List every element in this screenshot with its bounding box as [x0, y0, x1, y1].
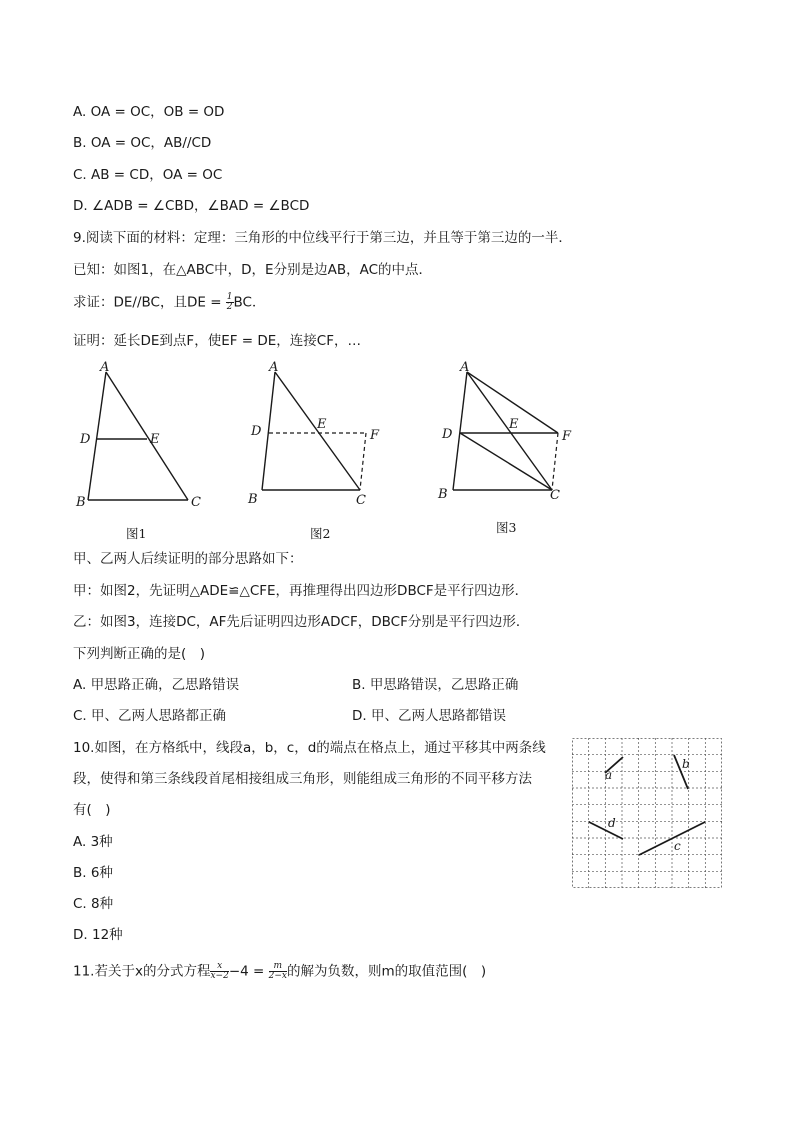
q9-figure-1-caption: 图1: [126, 526, 147, 541]
q11-middle: −4 =: [228, 963, 269, 980]
label-c: C: [356, 493, 366, 508]
q9-intro: 甲、乙两人后续证明的部分思路如下：: [73, 551, 303, 567]
q10-option-d: D. 12种: [73, 927, 123, 943]
q9-option-d: D. 甲、乙两人思路都错误: [352, 708, 506, 724]
q11-fraction-2: [269, 962, 287, 981]
q9-stem: 9.阅读下面的材料：定理：三角形的中位线平行于第三边，并且等于第三边的一半．: [73, 230, 572, 246]
q11-prefix: 11.若关于x的分式方程: [73, 963, 211, 980]
label-e: E: [317, 417, 327, 432]
label-seg-d: d: [608, 816, 616, 830]
label-b: B: [248, 492, 258, 507]
segment-d: [589, 822, 623, 839]
segment-dc: [460, 433, 552, 490]
segment-cf: [552, 433, 558, 490]
fraction-numerator: m: [269, 962, 287, 972]
segment-ab: [262, 372, 275, 490]
q10-grid-figure: [572, 738, 723, 889]
q9-to-prove: [73, 293, 265, 312]
q9-figure-3-caption: 图3: [496, 520, 517, 535]
q11-stem: [73, 962, 486, 981]
q10-option-c: C. 8种: [73, 896, 114, 912]
label-f: F: [562, 429, 572, 444]
q9-figure-2-caption: 图2: [310, 526, 331, 541]
fraction-numerator: 1: [226, 292, 233, 302]
fraction-denominator: x−2: [210, 971, 229, 981]
label-c: C: [550, 488, 560, 503]
label-seg-a: a: [605, 768, 613, 782]
q10-option-a: A. 3种: [73, 834, 113, 850]
q9-prove-prefix: 求证：DE//BC，且DE =: [73, 294, 226, 311]
q9-figure-2: [242, 360, 392, 515]
q8-option-d: D. ∠ADB = ∠CBD，∠BAD = ∠BCD: [73, 198, 310, 214]
label-seg-b: b: [682, 757, 690, 771]
q9-jia: 甲：如图2，先证明△ADE≌△CFE，再推理得出四边形DBCF是平行四边形．: [73, 583, 529, 599]
q8-option-b: B. OA = OC，AB//CD: [73, 135, 212, 151]
q10-stem-line3: 有( ): [73, 802, 111, 818]
q9-proof-start: 证明：延长DE到点F，使EF = DE，连接CF，…: [73, 333, 361, 349]
q10-stem-line2: 段，使得和第三条线段首尾相接组成三角形，则能组成三角形的不同平移方法: [73, 771, 532, 787]
segment-cf: [360, 433, 366, 490]
label-f: F: [370, 428, 380, 443]
q9-figure-3: [430, 360, 590, 515]
label-c: C: [191, 495, 201, 510]
q9-ask: 下列判断正确的是( ): [73, 646, 206, 662]
segment-ab: [453, 372, 467, 490]
segment-ac: [106, 372, 188, 500]
label-e: E: [509, 417, 519, 432]
label-a: A: [460, 360, 470, 375]
label-a: A: [269, 360, 279, 375]
label-a: A: [100, 360, 110, 375]
label-d: D: [442, 427, 453, 442]
grid-border: [573, 739, 722, 888]
q9-option-a: A. 甲思路正确，乙思路错误: [73, 677, 240, 693]
q10-option-b: B. 6种: [73, 865, 113, 881]
label-d: D: [80, 432, 91, 447]
fraction-denominator: 2−x: [268, 971, 287, 981]
q9-option-b: B. 甲思路错误，乙思路正确: [352, 677, 519, 693]
label-seg-c: c: [674, 839, 681, 853]
label-d: D: [251, 424, 262, 439]
q11-fraction-1: [210, 962, 228, 981]
label-b: B: [438, 487, 448, 502]
segment-ab: [88, 372, 106, 500]
fraction-denominator: 2: [226, 302, 233, 312]
q8-option-c: C. AB = CD，OA = OC: [73, 167, 223, 183]
q9-figure-1: [70, 360, 210, 515]
q9-prove-suffix: BC．: [233, 294, 266, 311]
q9-option-c: C. 甲、乙两人思路都正确: [73, 708, 227, 724]
q9-yi: 乙：如图3，连接DC，AF先后证明四边形ADCF，DBCF分别是平行四边形．: [73, 614, 530, 630]
q9-prove-fraction: [226, 293, 234, 312]
q8-option-a: A. OA = OC，OB = OD: [73, 104, 225, 120]
q10-stem-line1: 10.如图，在方格纸中，线段a，b，c，d的端点在格点上，通过平移其中两条线: [73, 740, 546, 756]
label-b: B: [76, 495, 86, 510]
q9-given: 已知：如图1，在△ABC中，D，E分别是边AB，AC的中点．: [73, 262, 433, 278]
q11-suffix: 的解为负数，则m的取值范围( ): [286, 963, 487, 980]
label-e: E: [150, 432, 160, 447]
fraction-numerator: x: [210, 962, 228, 972]
